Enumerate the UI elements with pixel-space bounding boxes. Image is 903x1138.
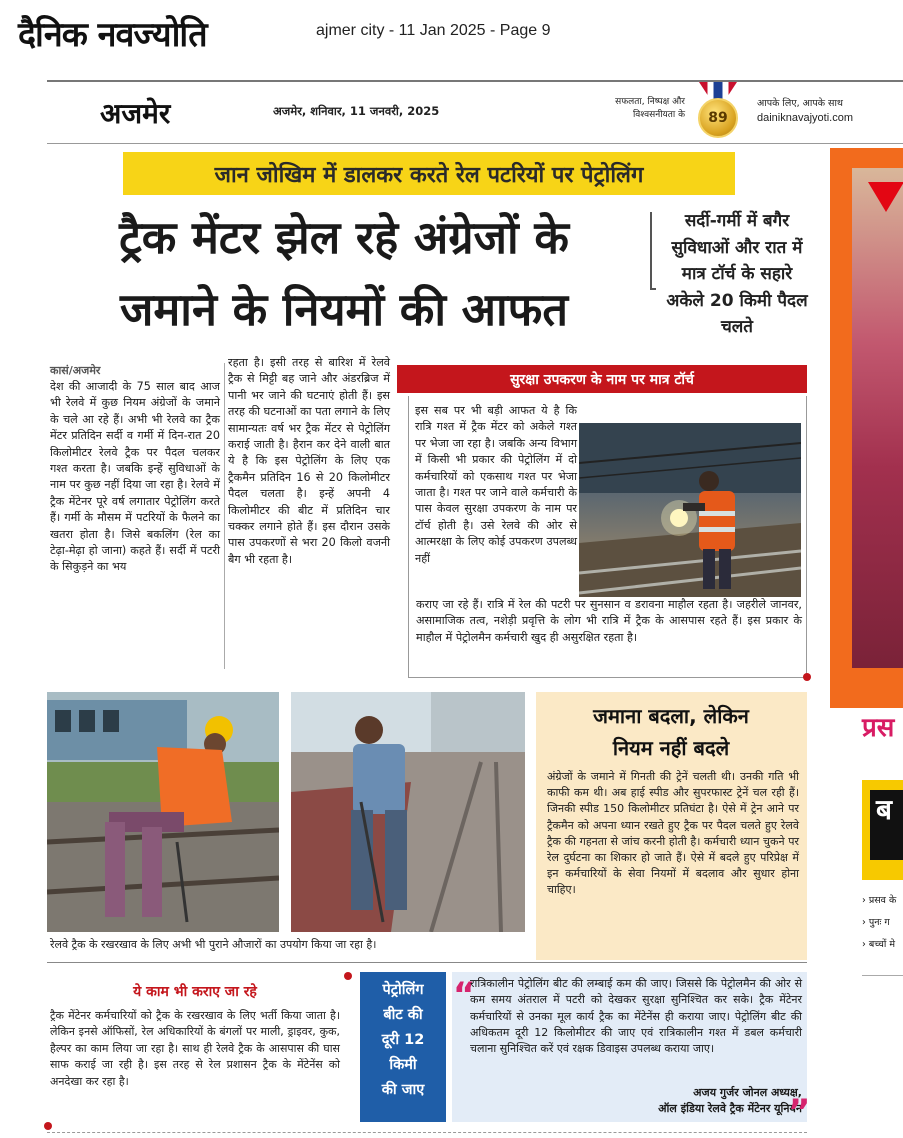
top-rule xyxy=(47,80,903,82)
safety-section-head: सुरक्षा उपकरण के नाम पर मात्र टॉर्च xyxy=(397,365,807,393)
dateline: अजमेर, शनिवार, 11 जनवरी, 2025 xyxy=(273,104,440,118)
headline-line-1: ट्रैक मेंटर झेल रहे अंग्रेजों के xyxy=(119,211,569,264)
ad-heading: प्रस xyxy=(862,713,895,743)
trackman-illustration-1 xyxy=(47,692,279,932)
trackman-photo-1 xyxy=(47,692,279,932)
sidebar-headline-line-2: नियम नहीं बदले xyxy=(612,736,730,760)
open-quote-icon: “ xyxy=(453,975,476,1015)
byline: कासं/अजमेर xyxy=(50,364,101,377)
masthead-rule xyxy=(47,143,903,144)
article-column-1: देश की आजादी के 75 साल बाद आज भी रेलवे में कुछ नियम अंग्रेजों के जमाने के चले आ रहे हैं। अभी भी रेलवे का ट्रैक मेंटर प्रतिदिन सर्दी व गर्मी में दिन-रात 20 किलोमीटर रेलवे ट्रैक पर पैदल चलकर गश्त करता है। जबकि इन्हें सुविधाओं के नाम पर कुछ नहीं दिया जा रहा है। रेलवे में ट्रैक मेंटेनर पूरे वर्ष लगातार पेट्रोलिंग करते हैं। गर्मी के मौसम में पटरियों के फैलने का खतरा होता है। जिसे बकलिंग (रेल का टेढ़ा-मेढ़ा हो जाना) कहते हैं। सर्दी में पटरी के सिकुड़ने का भय xyxy=(50,380,220,574)
anniversary-medal-icon xyxy=(690,82,746,138)
signature-line-1: अजय गुर्जर जोनल अध्यक्ष, xyxy=(693,1086,802,1099)
also-section-text: ट्रैक मेंटेनर कर्मचारियों को ट्रैक के रखरखाव के लिए भर्ती किया जाता है। लेकिन इनसे ऑफिसों, रेल अधिकारियों के बंगलों पर माली, ड्राइवर, कुक, हैल्पर का काम लिया जा रहा है। साथ ही रेलवे ट्रैक के आसपास की घास साफ कराई जा रही है। इस तरह से रेल प्रशासन ट्रैक के मेंटेनेंस को अनदेखा कर रहा है। xyxy=(50,1009,340,1088)
sidebar-text: अंग्रेजों के जमाने में गिनती की ट्रेनें चलती थी। उनकी गति भी काफी कम थी। अब हाई स्पीड और सुपरफास्ट ट्रेनें चल रही हैं। जिनकी स्पीड 150 किलोमीटर प्रतिघंटा है। ऐसे में ट्रेन आने पर ट्रैकमैन को अपना ध्यान रखते हुए ट्रैक पर पैदल चलते हुए रेलवे ट्रैक की गहनता से जांच करनी होती है। कर्मचारी ध्यान चुकने पर रेल दुर्घटना का शिकार हो जाते हैं। ऐसे में बदले हुए परिप्रेक्ष में इन कर्मचारियों के सेवा नियमों में बदलाव और सुधार होना चाहिए। xyxy=(547,770,799,897)
motto-line-1: सफलता, निष्पक्ष और xyxy=(615,97,685,107)
summary-line-1: पेट्रोलिंग xyxy=(382,982,424,998)
safety-rest-text: कराए जा रहे हैं। रात्रि में रेल की पटरी पर सुनसान व डरावना माहौल रहता है। जहरीले जानवर, असामाजिक तत्व, नशेड़ी प्रवृत्ति के लोग भी रात्रि में ट्रैक के आसपास रहते हैं। इस प्रकार के माहौल में पेट्रोलमैन कर्मचारी खुद ही असुरक्षित रहता है। xyxy=(416,598,802,644)
ad-triangle-icon xyxy=(868,182,903,212)
ad-list-item: › प्रसव के xyxy=(862,895,897,906)
trackman-photo-2 xyxy=(291,692,525,932)
tagline: आपके लिए, आपके साथ xyxy=(757,98,843,109)
quote-signature xyxy=(470,1085,802,1117)
edition-info: ajmer city - 11 Jan 2025 - Page 9 xyxy=(316,22,551,39)
edition-name: अजमेर xyxy=(100,97,171,130)
quote-text: रात्रिकालीन पेट्रोलिंग बीट की लम्बाई कम की जाए। जिससे कि पेट्रोलमैन की ओर से कम समय अंतराल में पटरी को देखकर सुरक्षा सुनिश्चित कर सके। ट्रैक मेंटेनर कर्मचारियों से उनका मूल कार्य ट्रैक का मेंटेनेंस ही कराया जाए। पेट्रोलिंग बीट की अधिकतम दूरी 12 किलोमीटर की जाए एवं रात्रिकालीन गश्त में डबल कर्मचारी चलाना सुनिश्चित करें एवं रक्षक डिवाइस उपलब्ध कराया जाए। xyxy=(470,977,802,1056)
quote-summary-box xyxy=(360,972,446,1122)
photo-caption: रेलवे ट्रैक के रखरखाव के लिए अभी भी पुराने औजारों का उपयोग किया जा रहा है। xyxy=(50,938,377,951)
safety-lead: इस सब पर भी बड़ी आफत ये है कि रात्रि गश्त में ट्रैक मेंटर को अकेले गश्त पर भेजा जा रहा है। जबकि अन्य विभाग में किसी भी प्रकार की पेट्रोलिंग में दो कर्मचारियों को एकसाथ गश्त पर भेजा जाता है। गश्त पर जाने वाले कर्मचारी के पास केवल सुरक्षा उपकरण के नाम पर टॉर्च होती है। उसे रेलवे की ओर से आत्मरक्षा के लिए कोई उपकरण उपलब्ध नहीं xyxy=(415,404,577,565)
summary-line-4: किमी xyxy=(389,1057,417,1073)
ad-rule xyxy=(862,975,903,976)
motto xyxy=(545,96,685,122)
motto-line-2: विश्वसनीयता के xyxy=(632,110,685,120)
summary-line-5: की जाए xyxy=(381,1082,425,1098)
section-dot xyxy=(44,1122,52,1130)
also-section-head: ये काम भी कराए जा रहे xyxy=(133,984,257,1000)
close-quote-icon: ” xyxy=(788,1092,811,1132)
summary-line-2: बीट की xyxy=(383,1007,423,1023)
ad-list xyxy=(862,890,896,956)
section-dot xyxy=(344,972,352,980)
ad-photo xyxy=(852,168,903,668)
trackman-illustration-2 xyxy=(291,692,525,932)
advertisement-strip xyxy=(830,148,903,1138)
headline-line-2: जमाने के नियमों की आफत xyxy=(119,283,568,336)
kicker-strap: जान जोखिम में डालकर करते रेल पटरियों पर पेट्रोलिंग xyxy=(123,152,735,195)
tagline-block xyxy=(757,96,853,126)
ad-list-item: › पुनः ग xyxy=(862,917,890,928)
column-divider xyxy=(224,363,225,669)
newspaper-logo: दैनिक नवज्योति xyxy=(18,15,207,55)
ad-list-item: › बच्चों मे xyxy=(862,939,896,950)
headline-deck: सर्दी-गर्मी में बगैर सुविधाओं और रात में मात्र टॉर्च के सहारे अकेले 20 किमी पैदल चलते xyxy=(666,211,808,337)
signature-line-2: ऑल इंडिया रेलवे ट्रैक मेंटेनर यूनियन xyxy=(658,1102,802,1115)
safety-lead-text xyxy=(415,403,803,595)
section-dot xyxy=(803,673,811,681)
main-headline xyxy=(40,202,648,346)
photo-float-spacer xyxy=(577,403,803,595)
ad-black-block: ब xyxy=(870,790,903,860)
website-url: dainiknavajyoti.com xyxy=(757,112,853,124)
summary-line-3: दूरी 12 xyxy=(381,1032,425,1048)
deck-rule xyxy=(650,212,656,290)
bottom-rule xyxy=(47,1132,807,1133)
lower-rule xyxy=(47,962,807,963)
sidebar-headline xyxy=(546,700,796,764)
sidebar-headline-line-1: जमाना बदला, लेकिन xyxy=(593,704,749,728)
medal-number: 89 xyxy=(698,98,738,138)
article-column-2: रहता है। इसी तरह से बारिश में रेलवे ट्रैक से मिट्टी बह जाने और अंडरब्रिज में पानी भर जाने की घटनाएं होती हैं। इस तरह की घटनाओं का पता लगाने के लिए सामान्यतः वर्ष भर ट्रैक मेंटर से पेट्रोलिंग कराई जाती है। हैरान कर देने वाली बात ये है कि इस पेट्रोलिंग के लिए एक ट्रैकमैन प्रतिदिन 16 से 20 किलोमीटर पैदल चलता है। इन्हें अपनी 4 किलोमीटर की बीट में प्रतिदिन चार चक्कर लगाने होते हैं। इस दौरान उसके पास उपकरणों से भरा 20 किलो वजनी बैग भी रहता है। xyxy=(228,356,390,566)
